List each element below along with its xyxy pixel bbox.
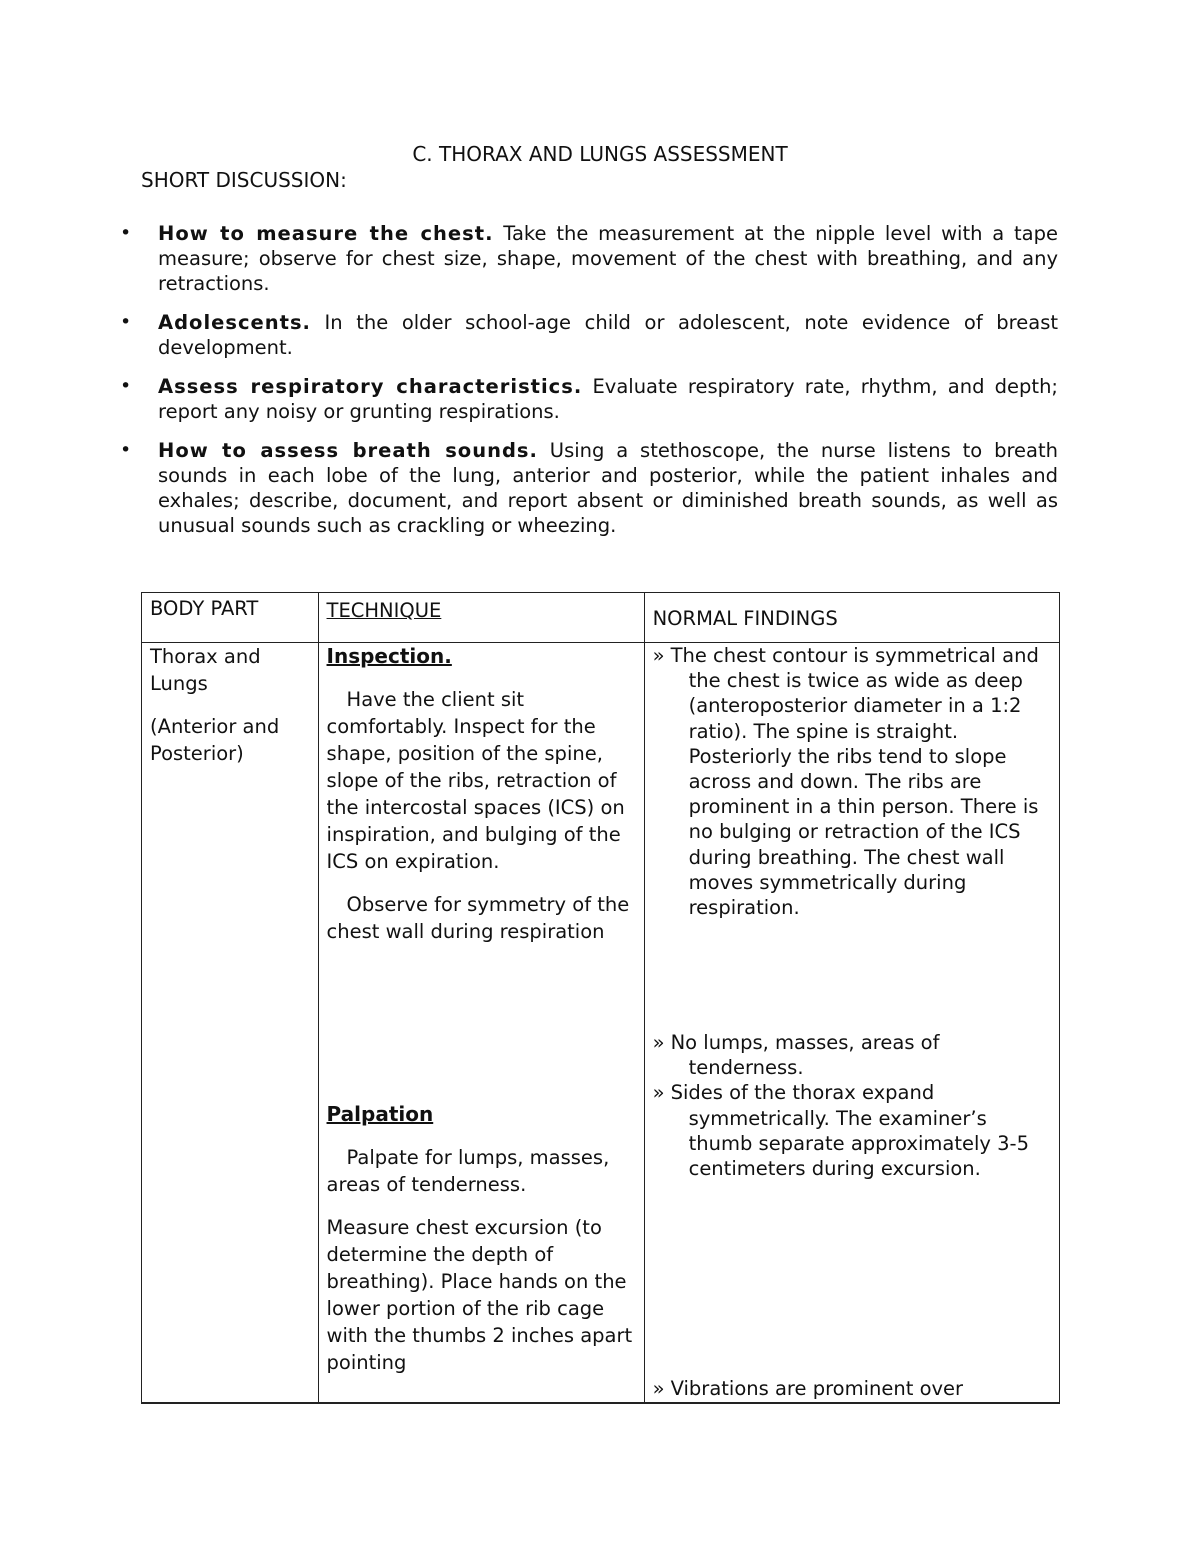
inspection-heading: Inspection.: [326, 644, 452, 668]
header-technique: TECHNIQUE: [318, 593, 644, 643]
inspection-symmetry: Observe for symmetry of the chest wall during respiration: [326, 893, 630, 943]
list-item: [120, 221, 1058, 296]
bullet-heading: How to assess breath sounds.: [158, 439, 538, 462]
header-normal-findings: NORMAL FINDINGS: [644, 593, 1059, 643]
palpation-heading: Palpation: [326, 1102, 434, 1126]
bullet-text: In the older school-age child or adolescent, note evidence of breast development.: [158, 311, 1058, 359]
section-label: SHORT DISCUSSION:: [141, 168, 347, 192]
inspection-instructions: Have the client sit comfortably. Inspect for the shape, position of the spine, slope of the ribs, retraction of the intercostal spaces (ICS) on inspiration, and bulging of the ICS on expiration.: [326, 688, 625, 873]
list-item: [120, 438, 1058, 538]
list-item: [120, 374, 1058, 424]
table-row: [142, 643, 1060, 1404]
chevron-icon: »: [652, 1031, 665, 1054]
bullet-text: Take the measurement at the nipple level with a tape measure; observe for chest size, shape, movement of the chest with breathing, and any retractions.: [158, 222, 1058, 295]
bullet-icon: •: [120, 375, 132, 397]
chest-excursion-instructions: Measure chest excursion (to determine the depth of breathing). Place hands on the lower portion of the rib cage with the thumbs 2 inches apart pointing: [326, 1216, 633, 1374]
finding-item: » No lumps, masses, areas of tenderness.: [652, 1031, 940, 1080]
finding-item: » Sides of the thorax expand symmetrically. The examiner’s thumb separate approximately 3-5 centimeters during excursion.: [652, 1081, 1029, 1181]
body-part-name: Thorax and Lungs: [150, 645, 261, 695]
chevron-icon: »: [652, 1081, 665, 1105]
page-title: C. THORAX AND LUNGS ASSESSMENT: [412, 142, 788, 166]
list-item: [120, 310, 1058, 360]
assessment-table: [141, 592, 1060, 1404]
body-part-cell: [142, 643, 319, 1404]
bullet-heading: How to measure the chest.: [158, 222, 494, 245]
palpation-instructions: Palpate for lumps, masses, areas of tenderness.: [326, 1146, 610, 1196]
normal-findings-cell: [644, 643, 1059, 1404]
bullet-icon: •: [120, 439, 132, 461]
header-body-part: BODY PART: [142, 593, 319, 643]
technique-cell: [318, 643, 644, 1404]
bullet-icon: •: [120, 311, 132, 333]
bullet-text: Using a stethoscope, the nurse listens to breath sounds in each lobe of the lung, anterior and posterior, while the patient inhales and exhales; describe, document, and report absent or diminished breath sounds, as well as unusual sounds such as crackling or wheezing.: [158, 439, 1058, 537]
chevron-icon: »: [652, 1377, 665, 1400]
finding-item: » The chest contour is symmetrical and the chest is twice as wide as deep (anteroposterior diameter in a 1:2 ratio). The spine is straight. Posteriorly the ribs tend to slope across and down. The ribs are prominent in a thin person. There is no bulging or retraction of the ICS during breathing. The chest wall moves symmetrically during respiration.: [652, 644, 1039, 920]
bullet-heading: Adolescents.: [158, 311, 311, 334]
discussion-list: [120, 221, 1058, 552]
body-part-qualifier: (Anterior and Posterior): [150, 715, 280, 765]
table-header-row: [142, 593, 1060, 643]
chevron-icon: »: [652, 644, 665, 667]
finding-item: » Vibrations are prominent over: [652, 1377, 964, 1400]
bullet-heading: Assess respiratory characteristics.: [158, 375, 583, 398]
bullet-text: Evaluate respiratory rate, rhythm, and depth; report any noisy or grunting respirations.: [158, 375, 1058, 423]
bullet-icon: •: [120, 222, 132, 244]
